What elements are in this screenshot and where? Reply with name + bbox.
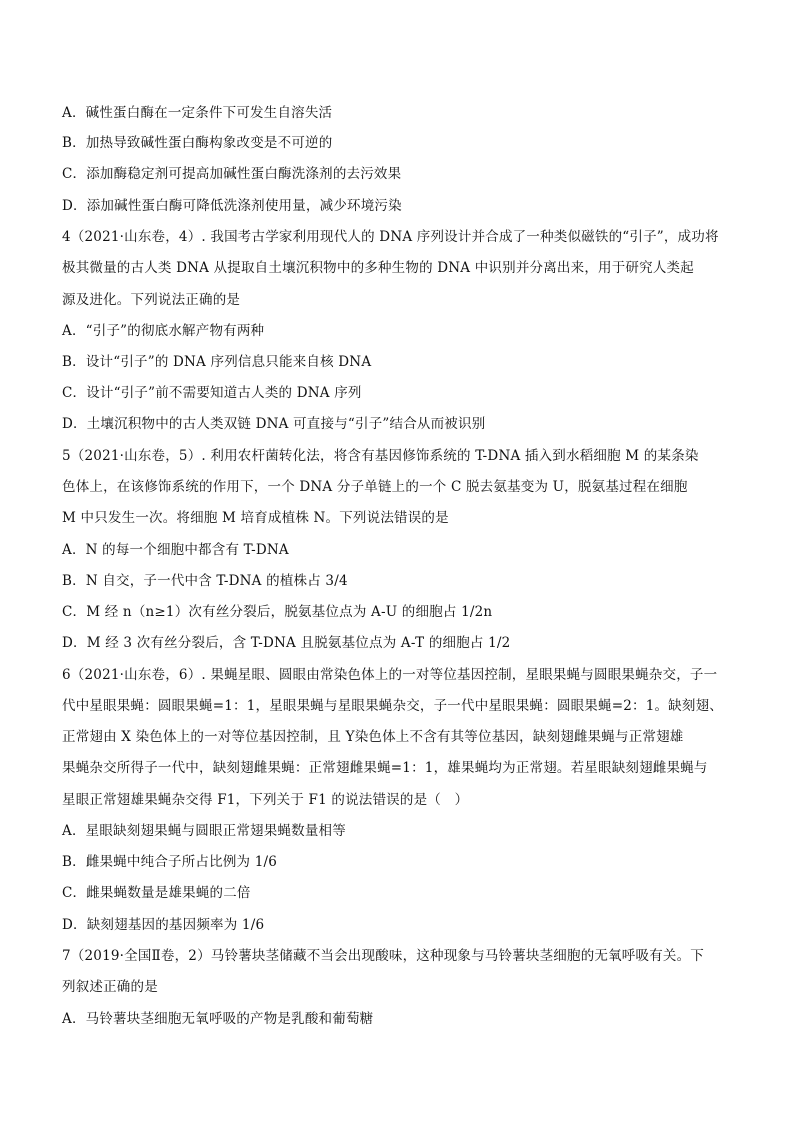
option-c-q3: C．添加酶稳定剂可提高加碱性蛋白酶洗涤剂的去污效果 xyxy=(62,166,402,182)
option-a-q3: A．碱性蛋白酶在一定条件下可发生自溶失活 xyxy=(62,105,333,121)
option-c-q6: C．雌果蝇数量是雄果蝇的二倍 xyxy=(62,885,251,901)
option-d-q6: D．缺刻翅基因的基因频率为 1/6 xyxy=(62,917,265,933)
option-a-q7: A．马铃薯块茎细胞无氧呼吸的产物是乳酸和葡萄糖 xyxy=(62,1011,374,1027)
question-5-line-1: 5（2021·山东卷，5）. 利用农杆菌转化法，将含有基因修饰系统的 T-DNA 插入到水稻细胞 M 的某条染 xyxy=(62,448,699,464)
option-d-q5: D．M 经 3 次有丝分裂后，含 T-DNA 且脱氨基位点为 A-T 的细胞占 1/2 xyxy=(62,635,511,651)
option-c-q4: C．设计“引子”前不需要知道古人类的 DNA 序列 xyxy=(62,385,362,401)
question-4-line-1: 4（2021·山东卷，4）. 我国考古学家利用现代人的 DNA 序列设计并合成了一种类似磁铁的“引子”，成功将 xyxy=(62,229,719,245)
question-6-line-2: 代中星眼果蝇：圆眼果蝇=1：1，星眼果蝇与星眼果蝇杂交，子一代中星眼果蝇：圆眼果蝇=2：1。缺刻翅、 xyxy=(62,698,723,714)
question-5-line-2: 色体上，在该修饰系统的作用下，一个 DNA 分子单链上的一个 C 脱去氨基变为 U，脱氨基过程在细胞 xyxy=(62,479,688,495)
question-7-line-2: 列叙述正确的是 xyxy=(62,979,158,995)
question-4-line-2: 极其微量的古人类 DNA 从提取自土壤沉积物中的多种生物的 DNA 中识别并分离出来，用于研究人类起 xyxy=(62,260,694,276)
option-a-q6: A．星眼缺刻翅果蝇与圆眼正常翅果蝇数量相等 xyxy=(62,823,346,839)
option-d-q3: D．添加碱性蛋白酶可降低洗涤剂使用量，减少环境污染 xyxy=(62,198,402,214)
question-6-line-3: 正常翅由 X 染色体上的一对等位基因控制，且 Y染色体上不含有其等位基因，缺刻翅雌果蝇与正常翅雄 xyxy=(62,729,684,745)
option-a-q5: A．N 的每一个细胞中都含有 T-DNA xyxy=(62,542,289,558)
question-7-line-1: 7（2019·全国Ⅱ卷，2）马铃薯块茎储藏不当会出现酸味，这种现象与马铃薯块茎细胞的无氧呼吸有关。下 xyxy=(62,948,705,964)
question-5-line-3: M 中只发生一次。将细胞 M 培育成植株 N。下列说法错误的是 xyxy=(62,510,449,526)
option-b-q4: B．设计“引子”的 DNA 序列信息只能来自核 DNA xyxy=(62,354,372,370)
option-b-q3: B．加热导致碱性蛋白酶构象改变是不可逆的 xyxy=(62,135,333,151)
question-6-line-4: 果蝇杂交所得子一代中，缺刻翅雌果蝇：正常翅雌果蝇=1：1，雄果蝇均为正常翅。若星眼缺刻翅雌果蝇与 xyxy=(62,760,708,776)
question-6-line-5: 星眼正常翅雄果蝇杂交得 F1，下列关于 F1 的说法错误的是（ ） xyxy=(62,792,469,808)
option-c-q5: C．M 经 n（n≥1）次有丝分裂后，脱氨基位点为 A-U 的细胞占 1/2n xyxy=(62,604,493,620)
question-4-line-3: 源及进化。下列说法正确的是 xyxy=(62,292,241,308)
option-d-q4: D．土壤沉积物中的古人类双链 DNA 可直接与“引子”结合从而被识别 xyxy=(62,416,486,432)
question-6-line-1: 6（2021·山东卷，6）. 果蝇星眼、圆眼由常染色体上的一对等位基因控制，星眼果蝇与圆眼果蝇杂交，子一 xyxy=(62,667,718,683)
option-b-q6: B．雌果蝇中纯合子所占比例为 1/6 xyxy=(62,854,278,870)
option-a-q4: A．“引子”的彻底水解产物有两种 xyxy=(62,323,265,339)
option-b-q5: B．N 自交，子一代中含 T-DNA 的植株占 3/4 xyxy=(62,573,348,589)
